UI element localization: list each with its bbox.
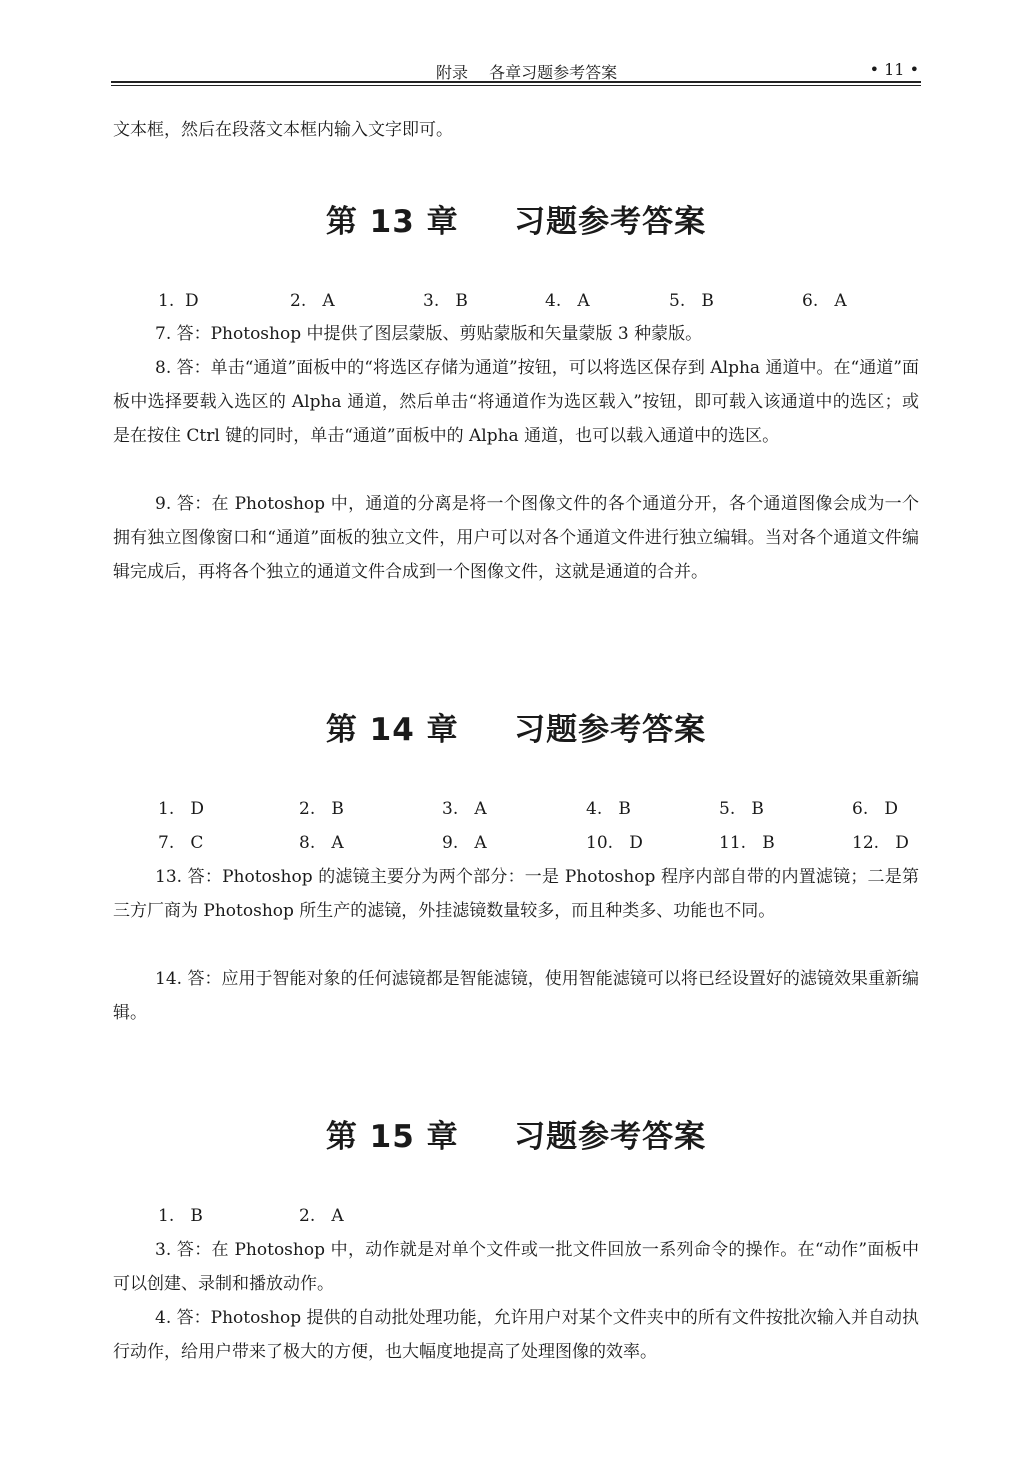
ch14-answer-13: 13. 答：Photoshop 的滤镜主要分为两个部分：一是 Photoshop 程序内部自带的内置滤镜；二是第三方厂商为 Photoshop 所生产的滤镜，外挂滤镜数量较多，而且种类多、功能也不同。	[113, 867, 919, 921]
intro-paragraph: 文本框，然后在段落文本框内输入文字即可。	[113, 120, 453, 140]
answer-item: 10. D	[586, 833, 643, 853]
ch14-mc-answers-row1	[113, 793, 919, 827]
ch13-answer-7: 7. 答：Photoshop 中提供了图层蒙版、剪贴蒙版和矢量蒙版 3 种蒙版。	[155, 324, 703, 344]
ch13-answer-8: 8. 答：单击“通道”面板中的“将选区存储为通道”按钮，可以将选区保存到 Alpha 通道中。在“通道”面板中选择要载入选区的 Alpha 通道，然后单击“将通道作为选区载入”按钮，即可载入该通道中的选区；或是在按住 Ctrl 键的同时，单击“通道”面板中的 Alpha 通道，也可以载入通道中的选区。	[113, 358, 919, 446]
answer-item: 1. D	[158, 799, 205, 819]
ch15-mc-answers	[113, 1200, 919, 1234]
answer-item: 8. A	[299, 833, 344, 853]
answer-item: 11. B	[719, 833, 775, 853]
ch15-answer-4: 4. 答：Photoshop 提供的自动批处理功能，允许用户对某个文件夹中的所有文件按批次输入并自动执行动作，给用户带来了极大的方便，也大幅度地提高了处理图像的效率。	[113, 1308, 919, 1362]
chapter-15-title: 第 15 章 习题参考答案	[325, 1119, 707, 1155]
answer-item: 2. A	[299, 1206, 344, 1226]
ch14-answer-14: 14. 答：应用于智能对象的任何滤镜都是智能滤镜，使用智能滤镜可以将已经设置好的滤镜效果重新编辑。	[113, 969, 919, 1023]
answer-item: 6. A	[802, 291, 847, 311]
answer-item: 3. B	[423, 291, 468, 311]
answer-item: 1. B	[158, 1206, 203, 1226]
chapter-13-title: 第 13 章 习题参考答案	[325, 204, 707, 240]
header-rule-thin	[111, 85, 921, 86]
answer-item: 4. A	[545, 291, 590, 311]
chapter-14-title: 第 14 章 习题参考答案	[325, 712, 707, 748]
header-title: 附录 各章习题参考答案	[436, 63, 618, 82]
page-number: • 11 •	[869, 60, 919, 79]
answer-item: 5. B	[719, 799, 764, 819]
answer-item: 3. A	[442, 799, 487, 819]
ch13-mc-answers	[113, 285, 919, 319]
ch13-answer-9: 9. 答：在 Photoshop 中，通道的分离是将一个图像文件的各个通道分开，各个通道图像会成为一个拥有独立图像窗口和“通道”面板的独立文件，用户可以对各个通道文件进行独立编辑。当对各个通道文件编辑完成后，再将各个独立的通道文件合成到一个图像文件，这就是通道的合并。	[113, 494, 919, 582]
ch15-answer-3: 3. 答：在 Photoshop 中，动作就是对单个文件或一批文件回放一系列命令的操作。在“动作”面板中可以创建、录制和播放动作。	[113, 1240, 919, 1294]
ch14-mc-answers-row2	[113, 827, 919, 861]
answer-item: 4. B	[586, 799, 631, 819]
answer-item: 6. D	[852, 799, 899, 819]
answer-item: 2. B	[299, 799, 344, 819]
answer-item: 9. A	[442, 833, 487, 853]
answer-item: 12. D	[852, 833, 909, 853]
answer-item: 7. C	[158, 833, 204, 853]
header-rule-thick	[111, 81, 921, 83]
answer-item: 2. A	[290, 291, 335, 311]
answer-item: 5. B	[669, 291, 714, 311]
running-header	[111, 56, 921, 86]
answer-item: 1. D	[158, 291, 199, 311]
